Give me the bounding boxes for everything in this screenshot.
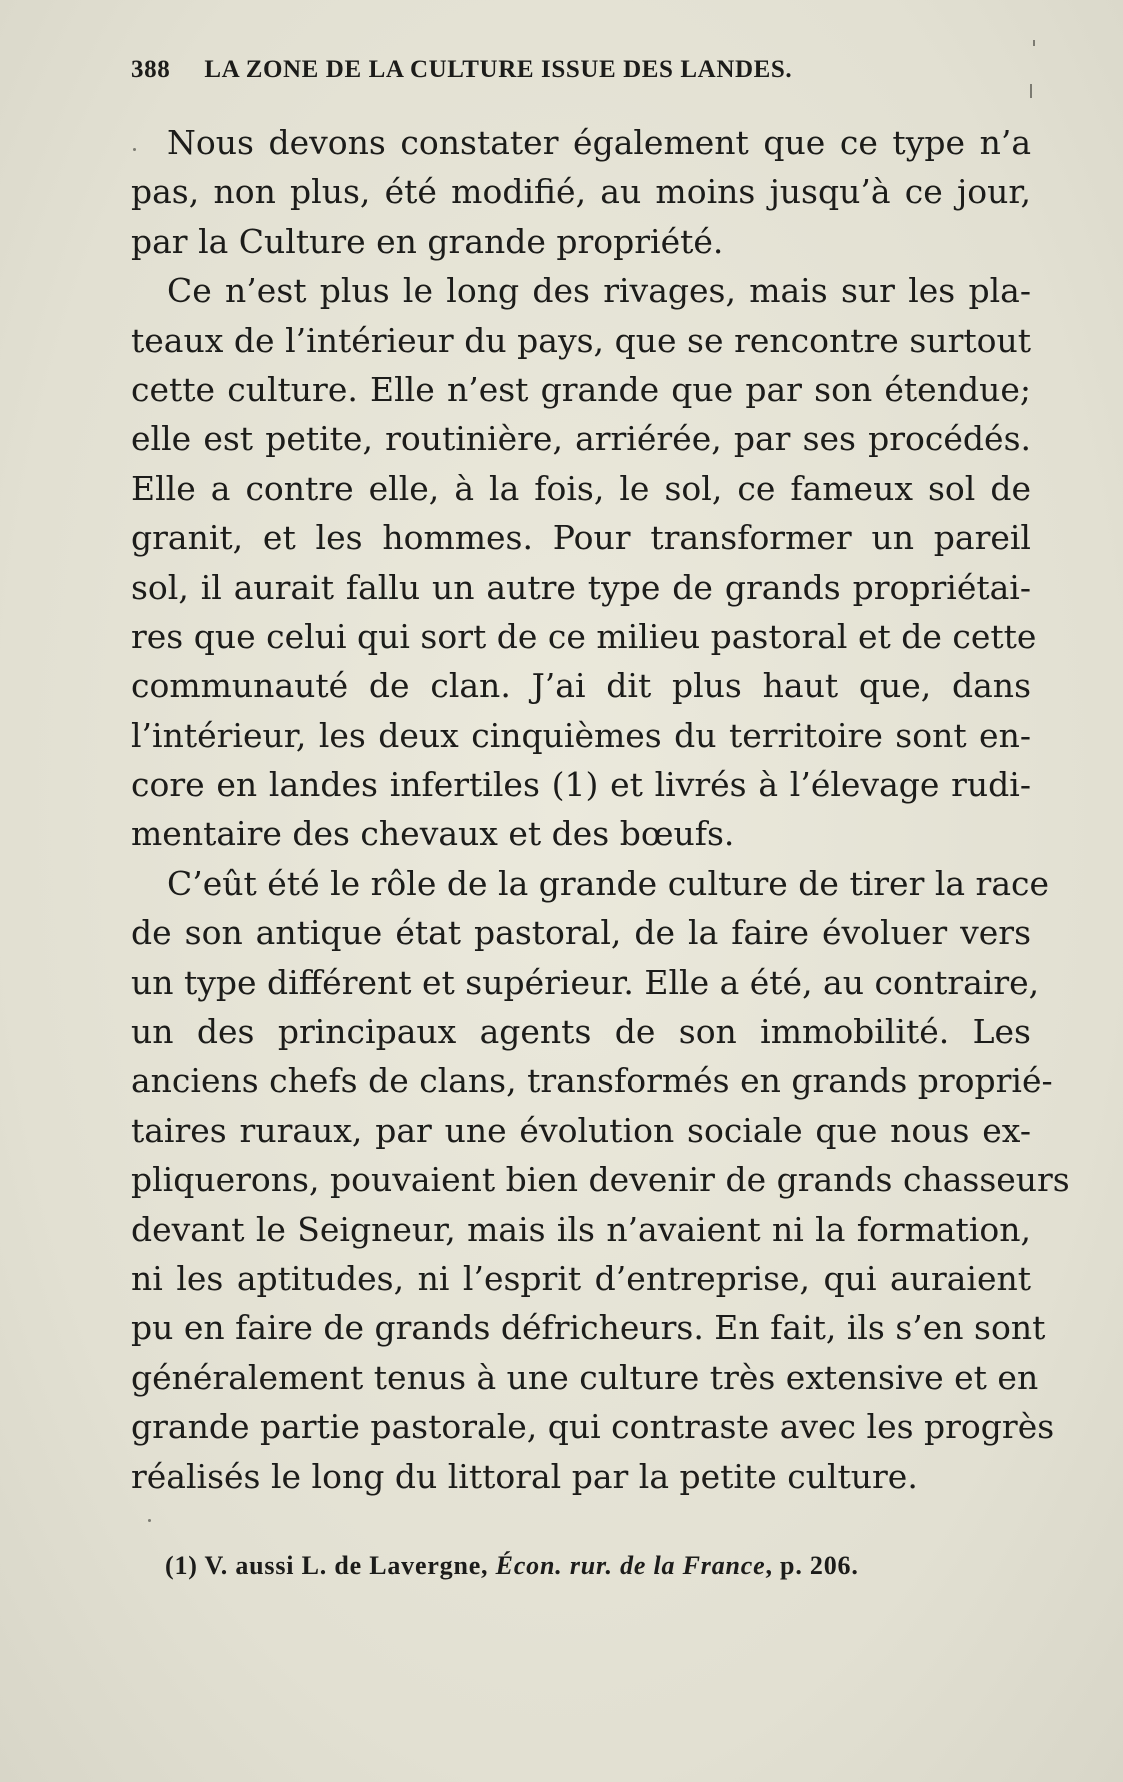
page-number: 388 bbox=[131, 56, 171, 83]
text-line: anciens chefs de clans, transformés en grands proprié- bbox=[131, 1061, 1053, 1101]
footnote-text: V. aussi L. de Lavergne, bbox=[197, 1551, 496, 1580]
body-text bbox=[131, 118, 1070, 1501]
footnote-page-ref: , p. 206. bbox=[765, 1551, 859, 1580]
text-line: grande partie pastorale, qui contraste avec les progrès bbox=[131, 1407, 1055, 1447]
text-line: teaux de l’intérieur du pays, que se rencontre surtout bbox=[131, 320, 1031, 360]
text-line: l’intérieur, les deux cinquièmes du territoire sont en- bbox=[131, 715, 1031, 755]
print-speck bbox=[148, 1519, 151, 1522]
text-line: réalisés le long du littoral par la petite culture. bbox=[131, 1456, 918, 1496]
footnote bbox=[165, 1551, 1035, 1581]
text-line: Nous devons constater également que ce type n’a bbox=[167, 123, 1031, 162]
text-line: communauté de clan. J’ai dit plus haut que, dans bbox=[131, 666, 1031, 706]
running-title: LA ZONE DE LA CULTURE ISSUE DES LANDES. bbox=[204, 56, 793, 83]
text-line: elle est petite, routinière, arriérée, par ses procédés. bbox=[131, 419, 1031, 459]
print-speck bbox=[1033, 40, 1035, 46]
text-line: un des principaux agents de son immobilité. Les bbox=[131, 1012, 1031, 1052]
text-line: sol, il aurait fallu un autre type de grands propriétai- bbox=[131, 567, 1031, 607]
text-line: res que celui qui sort de ce milieu pastoral et de cette bbox=[131, 616, 1037, 656]
text-line: un type différent et supérieur. Elle a été, au contraire, bbox=[131, 962, 1040, 1002]
text-line: pu en faire de grands défricheurs. En fait, ils s’en sont bbox=[131, 1308, 1046, 1348]
print-speck bbox=[133, 148, 136, 151]
text-line: Elle a contre elle, à la fois, le sol, ce fameux sol de bbox=[131, 468, 1031, 508]
text-line: Ce n’est plus le long des rivages, mais sur les pla- bbox=[167, 271, 1031, 311]
text-line: devant le Seigneur, mais ils n’avaient ni la formation, bbox=[131, 1209, 1031, 1249]
text-line: taires ruraux, par une évolution sociale que nous ex- bbox=[131, 1110, 1031, 1150]
text-line: mentaire des chevaux et des bœufs. bbox=[131, 814, 735, 854]
text-line: granit, et les hommes. Pour transformer un pareil bbox=[131, 518, 1031, 558]
text-line: de son antique état pastoral, de la faire évoluer vers bbox=[131, 913, 1031, 953]
text-line: généralement tenus à une culture très extensive et en bbox=[131, 1357, 1039, 1397]
running-header bbox=[131, 56, 951, 84]
footnote-title: Écon. rur. de la France bbox=[495, 1551, 766, 1580]
text-line: pas, non plus, été modifié, au moins jusqu’à ce jour, bbox=[131, 172, 1031, 212]
text-line: ni les aptitudes, ni l’esprit d’entreprise, qui auraient bbox=[131, 1258, 1031, 1298]
text-line: C’eût été le rôle de la grande culture de tirer la race bbox=[167, 863, 1050, 903]
text-line: par la Culture en grande propriété. bbox=[131, 221, 724, 261]
text-line: cette culture. Elle n’est grande que par son étendue; bbox=[131, 369, 1031, 409]
text-line: pliquerons, pouvaient bien devenir de grands chasseurs bbox=[131, 1160, 1070, 1200]
text-line: core en landes infertiles (1) et livrés à l’élevage rudi- bbox=[131, 765, 1031, 805]
print-speck bbox=[1030, 84, 1032, 98]
footnote-marker: (1) bbox=[165, 1551, 198, 1580]
